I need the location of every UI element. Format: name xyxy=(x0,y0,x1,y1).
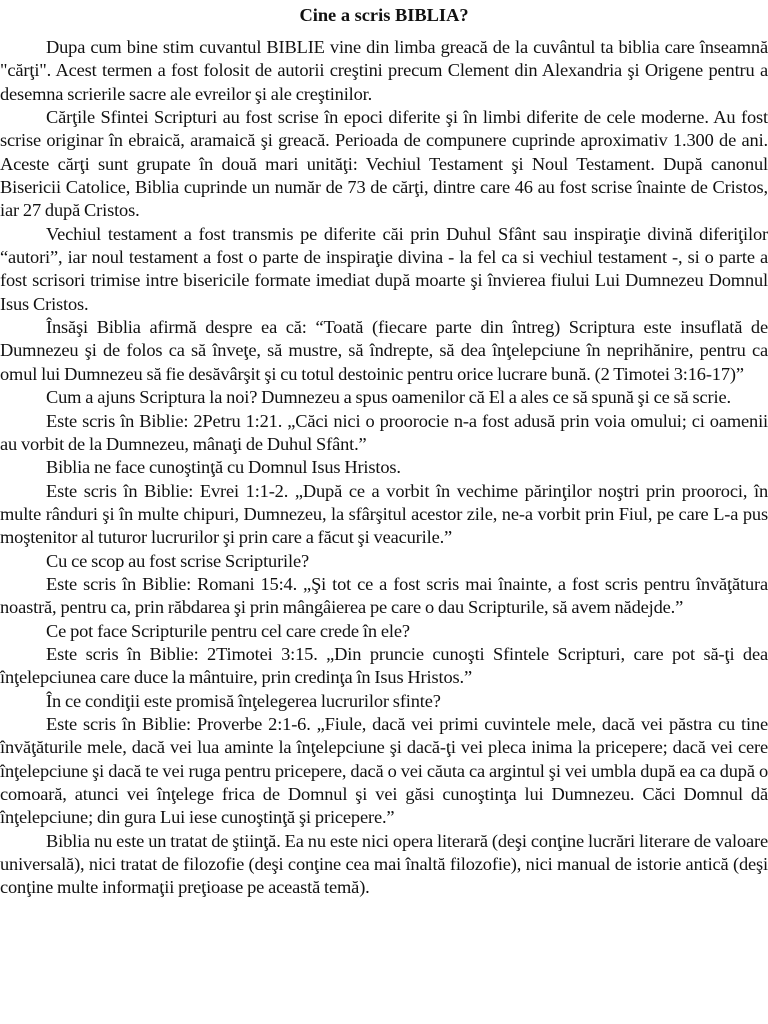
paragraph-bible-etymology: Dupa cum bine stim cuvantul BIBLIE vine din limba greacă de la cuvântul ta biblia care înseamnă "cărţi". Acest termen a fost folosit de autorii creştini precum Clement din Alexandria şi Origene pentru a desemna scrierile sacre ale evreilor şi ale creştinilor. xyxy=(0,37,768,104)
paragraph-question-purpose: Cu ce scop au fost scrise Scripturile? xyxy=(46,550,309,571)
paragraph-2-peter: Este scris în Biblie: 2Petru 1:21. „Căci nici o proorocie n-a fost adusă prin voia omului; ci oamenii au vorbit de la Dumnezeu, mânaţi de Duhul Sfânt.” xyxy=(0,410,768,454)
paragraph-inspiration-quote: Însăşi Biblia afirmă despre ea că: “Toată (fiecare parte din întreg) Scriptura este insuflată de Dumnezeu şi de folos ca să înveţe, să mustre, să îndrepte, să dea înţelepciune în neprihănire, pentru ca omul lui Dumnezeu să fie desăvârşit şi cu totul destoinic pentru orice lucrare bună. (2 Timotei 3:16-17)” xyxy=(0,317,768,384)
paragraph-question-conditions: În ce condiţii este promisă înţelegerea lucrurilor sfinte? xyxy=(46,690,441,711)
paragraph-knowing-jesus: Biblia ne face cunoştinţă cu Domnul Isus Hristos. xyxy=(46,457,401,478)
paragraph-books-of-scripture: Cărţile Sfintei Scripturi au fost scrise în epoci diferite şi în limbi diferite de cele moderne. Au fost scrise originar în ebraică, aramaică şi greacă. Perioada de compunere cuprinde aproximativ 1.300 de ani. Aceste cărţi sunt grupate în două mari unităţi: Vechiul Testament şi Noul Testament. După canonul Bisericii Catolice, Biblia cuprinde un număr de 73 de cărţi, dintre care 46 au fost scrise înainte de Cristos, iar 27 după Cristos. xyxy=(0,107,768,221)
paragraph-hebrews: Este scris în Biblie: Evrei 1:1-2. „După ce a vorbit în vechime părinţilor noştri prin prooroci, în multe rânduri şi în multe chipuri, Dumnezeu, la sfârşitul acestor zile, ne-a vorbit prin Fiul, pe care L-a pus moştenitor al tuturor lucrurilor şi prin care a făcut şi veacurile.” xyxy=(0,480,768,548)
page-title: Cine a scris BIBLIA? xyxy=(299,5,469,25)
paragraph-question-what-can: Ce pot face Scripturile pentru cel care crede în ele? xyxy=(46,620,410,641)
paragraph-old-new-testament: Vechiul testament a fost transmis pe diferite căi prin Duhul Sfânt sau inspiraţie divină diferiţilor “autori”, iar noul testament a fost o parte de inspiraţie divina - la fel ca si vechiul testament -, si o parte a fost scrisori trimise intre bisericile formate imediat după moarte şi învierea fiului Lui Dumnezeu Domnul Isus Cristos. xyxy=(0,223,768,314)
paragraph-2-timothy: Este scris în Biblie: 2Timotei 3:15. „Din pruncie cunoşti Sfintele Scripturi, care pot să-ţi dea înţelepciunea care duce la mântuire, prin credinţa în Isus Hristos.” xyxy=(0,643,768,688)
paragraph-proverbs: Este scris în Biblie: Proverbe 2:1-6. „Fiule, dacă vei primi cuvintele mele, dacă vei păstra cu tine învăţăturile mele, dacă vei lua aminte la înţelepciune şi dacă-ţi vei pleca inima la pricepere; dacă vei cere înţelepciune şi dacă te vei ruga pentru pricepere, dacă o vei căuta ca argintul şi vei umbla după ea ca după o comoară, atunci vei înţelege frica de Domnul şi vei găsi cunoştinţa lui Dumnezeu. Căci Domnul dă înţelepciune; din gura Lui iese cunoştinţă şi pricepere.” xyxy=(0,713,768,828)
paragraph-romans: Este scris în Biblie: Romani 15:4. „Şi tot ce a fost scris mai înainte, a fost scris pentru învăţătura noastră, pentru ca, prin răbdarea şi prin mângâierea pe care o dau Scripturile, să avem nădejde.” xyxy=(0,573,768,618)
paragraph-not-science: Biblia nu este un tratat de ştiinţă. Ea nu este nici opera literară (deşi conţine lucrări literare de valoare universală), nici tratat de filozofie (deşi conţine cea mai înaltă filozofie), nici manual de istorie antică (deşi conţine multe informaţii preţioase pe această temă). xyxy=(0,830,768,898)
paragraph-question-how: Cum a ajuns Scriptura la noi? Dumnezeu a spus oamenilor că El a ales ce să spună şi ce să scrie. xyxy=(46,387,731,408)
